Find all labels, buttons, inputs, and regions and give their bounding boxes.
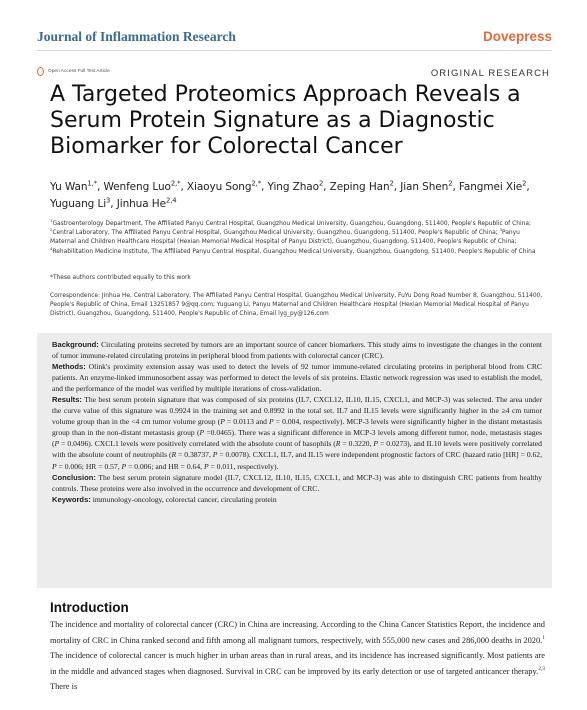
contribution-note: *These authors contributed equally to this work (50, 275, 191, 281)
keywords-label: Keywords: (52, 494, 91, 504)
results-label: Results: (52, 395, 82, 405)
keywords-text: immunology-oncology, colorectal cancer, circulating protein (92, 494, 277, 504)
correspondence: Correspondence: Jinhua He, Central Laboratory, The Affiliated Panyu Central Hospital, Guangzhou Medical University, FuYu Dong Road Number 8, Guangzhou, 511400, People's Republic of China, Email 13251857 9@qq.com; Yuguang Li, Panyu Maternal and Children Healthcare Hospital (Hexian Memorial Medical Hospital of Panyu District), Guangzhou, Guangdong, 511400, People's Republic of China, Email lyg_py@126.com (50, 293, 543, 318)
journal-name[interactable]: Journal of Inflammation Research (37, 29, 236, 44)
author-list: Yu Wan$^{1,*}$, Wenfeng Luo$^{2,*}$, Xiaoyu Song$^{2,*}$, Ying Zhao$^2$, Zeping Han$^2$, Jian Shen$^2$, Fangmei Xie$^2$, Yuguang Li$^3$, Jinhua He$^{2,4}$ (50, 179, 530, 210)
abstract-results (52, 394, 542, 471)
header-divider (37, 50, 552, 51)
background-text: Circulating proteins secreted by tumors are an important source of cancer biomarkers. This study aims to investigate the changes in the content of tumor immune-related circulating proteins in peripheral blood from patients with colorectal cancer (CRC). (52, 340, 542, 361)
article-type: ORIGINAL RESEARCH (430, 68, 550, 79)
methods-label: Methods: (52, 362, 86, 372)
article-title: A Targeted Proteomics Approach Reveals a Serum Protein Signature as a Diagnostic Biomarker for Colorectal Cancer (50, 82, 521, 159)
abstract-background (52, 339, 542, 361)
abstract-conclusion (52, 472, 542, 494)
affiliations: $^1$Gastroenterology Department, The Affiliated Panyu Central Hospital, Guangzhou Medical University, Guangzhou, Guangdong, 511400, People's Republic of China; $^2$Central Laboratory, The Affiliated Panyu Central Hospital, Guangzhou Medical University, Guangzhou, Guangdong, 511400, People's Republic of China; $^3$Panyu Maternal and Children Healthcare Hospital (Hexian Memorial Medical Hospital of Panyu District), Guangzhou, Guangdong, 511400, People's Republic of China; $^4$Rehabilitation Medicine Institute, The Affiliated Panyu Central Hospital, Guangzhou Medical University, Guangzhou, Guangdong, 511400, People's Republic of China (50, 218, 536, 255)
section-heading-introduction: Introduction (50, 600, 129, 615)
open-access-icon (37, 67, 44, 76)
abstract-methods (52, 361, 542, 394)
publisher-logo[interactable]: Dovepress (482, 29, 552, 44)
results-text: The best serum protein signature that was composed of six proteins (IL7, CXCL12, IL10, IL15, CXCL1, and MCP-3) was selected. The area under the curve value of this signature was 0.9924 in the training set and 0.8992 in the total set. IL7 and IL15 levels were significantly higher in the ≥4 cm tumor volume group than in the <4 cm tumor volume group (P = 0.0113 and P = 0.004, respectively). MCP-3 levels were significantly higher in the distant metastasis group than in the non-distant metastasis group (P =0.0465). There was a significant difference in MCP-3 levels among different tumor, node, metastasis stages (P = 0.0496). CXCL1 levels were positively correlated with the absolute count of basophils (R = 0.3220, P = 0.0273), and IL10 levels were positively correlated with the absolute count of neutrophils (R = 0.38737, P = 0.0078). CXCL1, IL7, and IL15 were independent prognostic factors of CRC (hazard ratio [HR] = 0.62, P = 0.006; HR = 0.57, P = 0.006; and HR = 0.64, P = 0.011, respectively). (52, 395, 543, 471)
conclusion-label: Conclusion: (52, 472, 96, 482)
background-label: Background: (52, 340, 99, 349)
abstract-keywords (52, 494, 542, 505)
conclusion-text: The best serum protein signature model (IL7, CXCL12, IL10, IL15, CXCL1, and MCP-3) was able to distinguish CRC patients from healthy controls. These proteins were also involved in the occurrence and development of CRC. (52, 472, 543, 493)
open-access-badge (37, 67, 110, 76)
introduction-body: The incidence and mortality of colorectal cancer (CRC) in China are increasing. According to the China Cancer Statistics Report, the incidence and mortality of CRC in China ranked second and fifth among all malignant tumors, respectively, with 555,000 new cases and 286,000 deaths in 2020.$^1$ The incidence of colorectal cancer is much higher in urban areas than in rural areas, and its incidence has increased significantly. Most patients are in the middle and advanced stages when diagnosed. Survival in CRC can be improved by its early detection or use of targeted anticancer therapy.$^{2,3}$ There is (50, 620, 545, 691)
abstract (52, 339, 542, 505)
methods-text: Olink's proximity extension assay was used to detect the levels of 92 tumor immune-related circulating proteins in peripheral blood from CRC patients. An enzyme-linked immunosorbent assay was performed to detect the levels of six proteins. Elastic network regression was used to establish the model, and the performance of the model was verified by multiple iterations of cross-validation. (52, 362, 542, 394)
open-access-label: Open Access Full Text Article (48, 69, 110, 74)
